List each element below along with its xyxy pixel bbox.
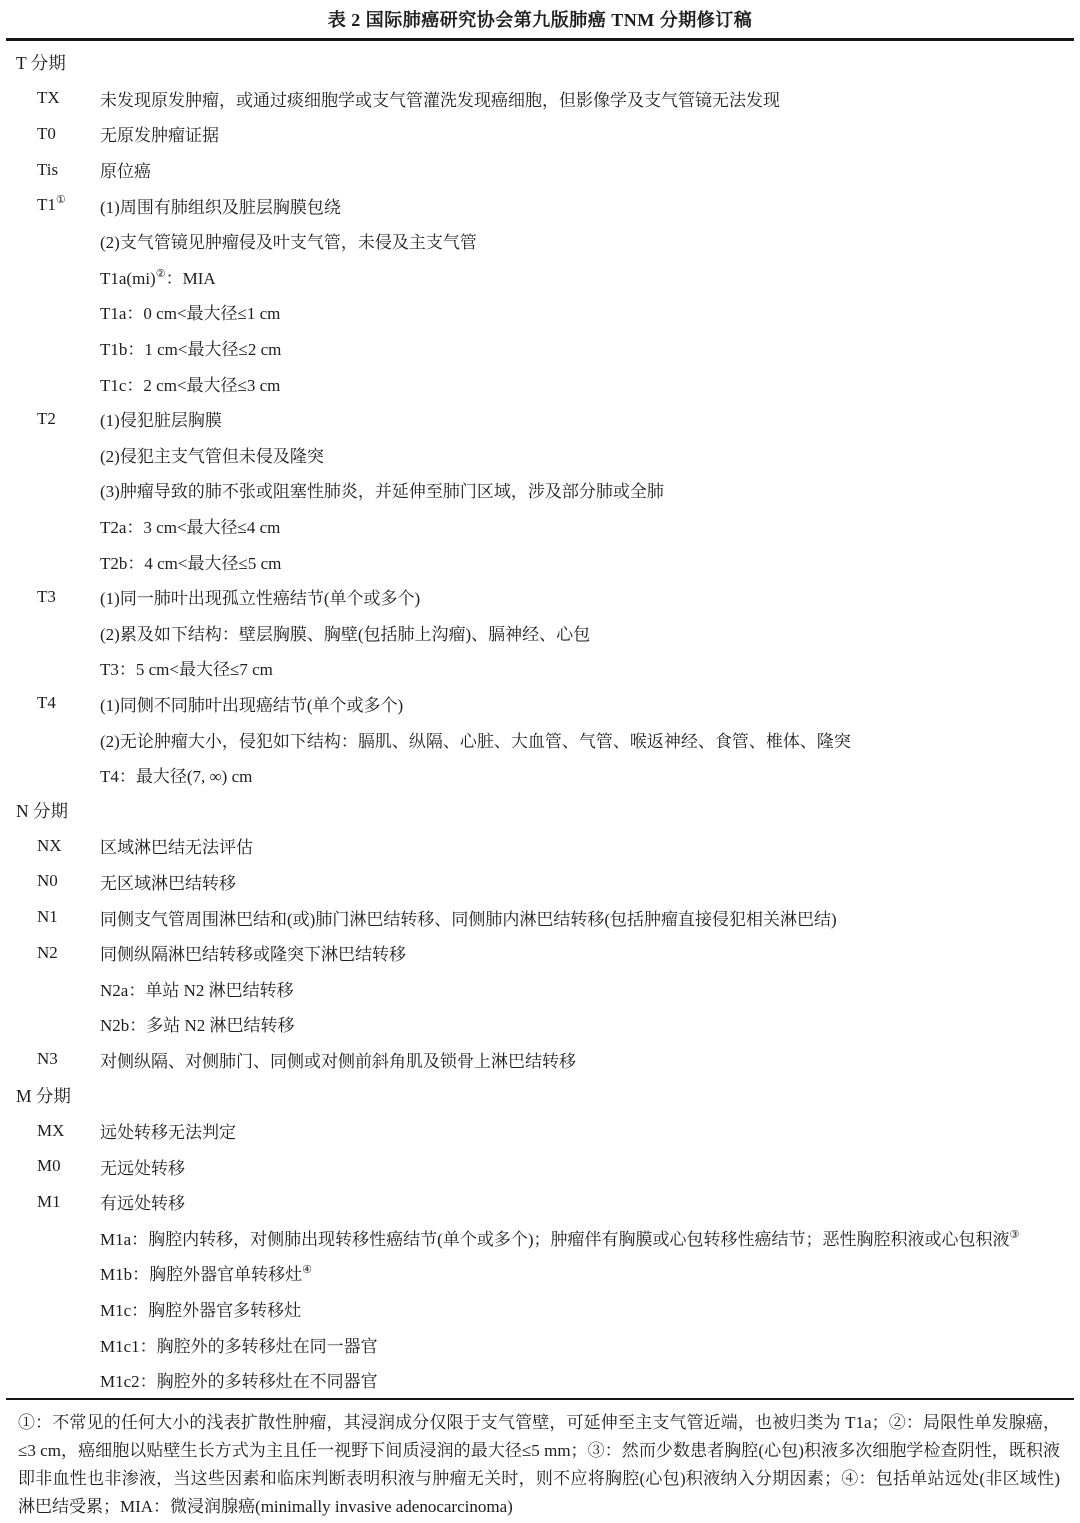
table-row	[0, 970, 1080, 1006]
stage-description: 未发现原发肿瘤，或通过痰细胞学或支气管灌洗发现癌细胞，但影像学及支气管镜无法发现	[100, 90, 780, 110]
table-row	[0, 899, 1080, 935]
stage-label: N0	[37, 871, 58, 891]
stage-description: N2a：单站 N2 淋巴结转移	[100, 980, 294, 1000]
stage-label: T0	[37, 123, 56, 143]
table-row	[0, 365, 1080, 401]
stage-description: T1b：1 cm<最大径≤2 cm	[100, 340, 282, 360]
stage-label: M0	[37, 1156, 61, 1176]
stage-description: 区域淋巴结无法评估	[100, 838, 253, 858]
tnm-staging-table	[0, 41, 1080, 1398]
stage-description: T2b：4 cm<最大径≤5 cm	[100, 553, 282, 573]
stage-description: 远处转移无法判定	[100, 1123, 236, 1143]
table-row	[0, 1255, 1080, 1291]
stage-description: M1a：胸腔内转移，对侧肺出现转移性癌结节(单个或多个)；肿瘤伴有胸膜或心包转移性癌结节；恶性胸腔积液或心包积液③	[100, 1228, 1020, 1249]
table-row	[0, 437, 1080, 473]
stage-description: 有远处转移	[100, 1194, 185, 1214]
stage-label: N1	[37, 907, 58, 927]
footnote-ref-mark: ②	[155, 267, 166, 280]
stage-label: N3	[37, 1049, 58, 1069]
section-header: N 分期	[16, 800, 69, 821]
stage-description: T1a：0 cm<最大径≤1 cm	[100, 304, 281, 324]
stage-description: M1c2：胸腔外的多转移灶在不同器官	[100, 1372, 378, 1392]
table-row	[0, 1184, 1080, 1220]
table-row	[0, 1148, 1080, 1184]
stage-description: 无远处转移	[100, 1158, 185, 1178]
stage-label: TX	[37, 88, 60, 108]
footnote-ref-mark: ③	[1009, 1228, 1020, 1241]
table-row	[0, 81, 1080, 117]
table-row	[0, 615, 1080, 651]
table-row	[0, 721, 1080, 757]
stage-label: NX	[37, 835, 62, 855]
table-row	[0, 543, 1080, 579]
table-row	[0, 294, 1080, 330]
table-row	[0, 472, 1080, 508]
table-title: 表 2 国际肺癌研究协会第九版肺癌 TNM 分期修订稿	[327, 10, 753, 30]
stage-description: 无区域淋巴结转移	[100, 873, 236, 893]
table-row	[0, 1362, 1080, 1398]
stage-description: T3：5 cm<最大径≤7 cm	[100, 660, 273, 680]
stage-description: (2)无论肿瘤大小，侵犯如下结构：膈肌、纵隔、心脏、大血管、气管、喉返神经、食管、椎体、隆突	[100, 731, 851, 751]
stage-label: T2	[37, 408, 56, 428]
footnote-ref-mark: ①	[55, 194, 66, 207]
stage-description: T2a：3 cm<最大径≤4 cm	[100, 518, 281, 538]
stage-description: 同侧纵隔淋巴结转移或隆突下淋巴结转移	[100, 945, 406, 965]
stage-description: (2)支气管镜见肿瘤侵及叶支气管，未侵及主支气管	[100, 233, 477, 253]
stage-description: M1c1：胸腔外的多转移灶在同一器官	[100, 1336, 378, 1356]
stage-label: T4	[37, 693, 56, 713]
table-row	[0, 1006, 1080, 1042]
stage-description: T1c：2 cm<最大径≤3 cm	[100, 375, 281, 395]
stage-description: 对侧纵隔、对侧肺门、同侧或对侧前斜角肌及锁骨上淋巴结转移	[100, 1051, 576, 1071]
table-row	[0, 1220, 1080, 1256]
stage-description: 同侧支气管周围淋巴结和(或)肺门淋巴结转移、同侧肺内淋巴结转移(包括肿瘤直接侵犯相关淋巴结)	[100, 909, 837, 929]
stage-description: M1c：胸腔外器官多转移灶	[100, 1301, 302, 1321]
stage-label: T3	[37, 586, 56, 606]
table-row	[0, 1113, 1080, 1149]
section-header: T 分期	[16, 53, 66, 74]
section-header: M 分期	[16, 1085, 71, 1106]
stage-description: N2b：多站 N2 淋巴结转移	[100, 1016, 295, 1036]
table-row	[0, 579, 1080, 615]
stage-label: T1①	[37, 194, 66, 215]
table-row	[0, 686, 1080, 722]
stage-description: (1)周围有肺组织及脏层胸膜包绕	[100, 197, 341, 217]
stage-label: M1	[37, 1191, 61, 1211]
table-row	[0, 864, 1080, 900]
table-row	[0, 152, 1080, 188]
stage-description: 原位癌	[100, 162, 151, 182]
stage-label: Tis	[37, 159, 59, 179]
footnote-ref-mark: ④	[302, 1264, 312, 1277]
stage-description: (2)侵犯主支气管但未侵及隆突	[100, 446, 324, 466]
stage-description: 无原发肿瘤证据	[100, 126, 219, 146]
table-row	[0, 650, 1080, 686]
table-row	[0, 508, 1080, 544]
table-row	[0, 116, 1080, 152]
stage-description: (3)肿瘤导致的肺不张或阻塞性肺炎，并延伸至肺门区域，涉及部分肺或全肺	[100, 482, 664, 502]
table-row	[0, 935, 1080, 971]
stage-description: (1)同侧不同肺叶出现癌结节(单个或多个)	[100, 695, 404, 715]
table-row	[0, 1042, 1080, 1078]
stage-description: M1b：胸腔外器官单转移灶④	[100, 1264, 312, 1285]
stage-description: (1)同一肺叶出现孤立性癌结节(单个或多个)	[100, 589, 421, 609]
stage-description: T1a(mi)②：MIA	[100, 267, 216, 288]
stage-label: N2	[37, 942, 58, 962]
table-row	[0, 828, 1080, 864]
stage-description: (1)侵犯脏层胸膜	[100, 411, 222, 431]
table-row	[0, 401, 1080, 437]
table-row	[0, 757, 1080, 793]
stage-description: (2)累及如下结构：壁层胸膜、胸壁(包括肺上沟瘤)、膈神经、心包	[100, 624, 591, 644]
table-row	[0, 223, 1080, 259]
stage-label: MX	[37, 1120, 65, 1140]
table-row	[0, 330, 1080, 366]
table-row	[0, 1326, 1080, 1362]
table-row	[0, 187, 1080, 223]
table-footnote: ①：不常见的任何大小的浅表扩散性肿瘤，其浸润成分仅限于支气管壁，可延伸至主支气管近端，也被归类为 T1a；②：局限性单发腺癌，≤3 cm，癌细胞以贴壁生长方式为主且任一视野下间质浸润的最大径≤5 mm；③：然而少数患者胸腔(心包)积液多次细胞学检查阴性，既积液即非血性也非渗液，当这些因素和临床判断表明积液与肿瘤无关时，则不应将胸腔(心包)积液纳入分期因素；④：包括单站远处(非区域性)淋巴结受累；MIA：微浸润腺癌(minimally invasive adenocarcinoma)	[18, 1412, 1060, 1516]
table-row	[0, 1291, 1080, 1327]
table-row	[0, 259, 1080, 295]
stage-description: T4：最大径(7, ∞) cm	[100, 767, 253, 787]
